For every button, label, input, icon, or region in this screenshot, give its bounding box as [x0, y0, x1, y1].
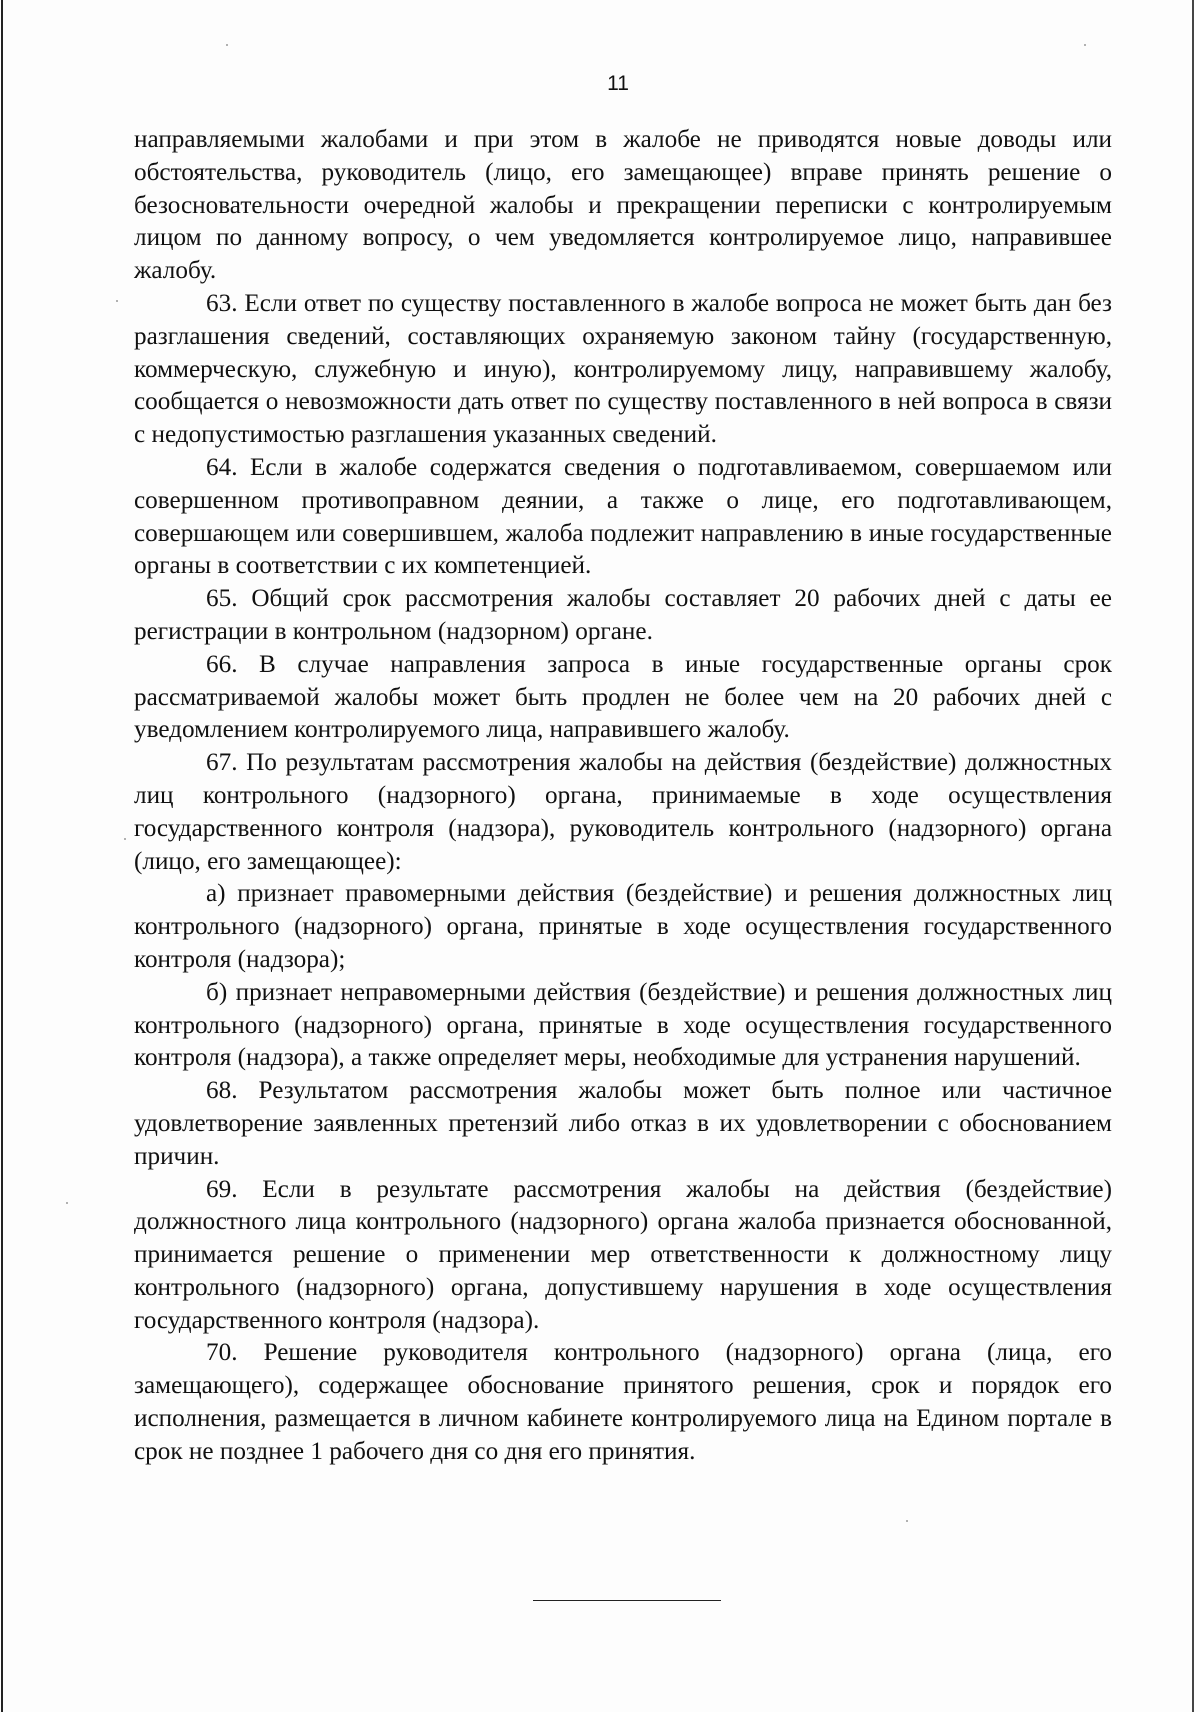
paragraph-67-a: а) признает правомерными действия (бездействие) и решения должностных лиц контрольного (надзорного) органа, принятые в ходе осуществления государственного контроля (надзора);	[134, 880, 1112, 973]
paragraph-64: 64. Если в жалобе содержатся сведения о подготавливаемом, совершаемом или совершенном противоправном деянии, а также о лице, его подготавливающем, совершающем или совершившем, жалоба подлежит направлению в иные государственные органы в соответствии с их компетенцией.	[134, 453, 1112, 580]
scan-speck	[226, 44, 228, 46]
page-number: 11	[607, 72, 629, 95]
paragraph-66: 66. В случае направления запроса в иные государственные органы срок рассматриваемой жалобы может быть продлен не более чем на 20 рабочих дней с уведомлением контролируемого лица, направившего жалобу.	[134, 650, 1112, 744]
paragraph-67: 67. По результатам рассмотрения жалобы на действия (бездействие) должностных лиц контрольного (надзорного) органа, принимаемые в ходе осуществления государственного контроля (надзора), руководитель контрольного (надзорного) органа (лицо, его замещающее):	[134, 749, 1112, 875]
scan-speck	[116, 300, 118, 302]
paragraph-63: 63. Если ответ по существу поставленного в жалобе вопроса не может быть дан без разглашения сведений, составляющих охраняемую законом тайну (государственную, коммерческую, служебную и иную), контролируемому лицу, направившему жалобу, сообщается о невозможности дать ответ по существу поставленного в ней вопроса в связи с недопустимостью разглашения указанных сведений.	[134, 289, 1112, 449]
paragraph-69: 69. Если в результате рассмотрения жалобы на действия (бездействие) должностного лица контрольного (надзорного) органа жалоба признается обоснованной, принимается решение о применении мер ответственности к должностному лицу контрольного (надзорного) органа, допустившему нарушения в ходе осуществления государственного контроля (надзора).	[134, 1175, 1112, 1334]
paragraph-continuation: направляемыми жалобами и при этом в жалобе не приводятся новые доводы или обстоятельства, руководитель (лицо, его замещающее) вправе принять решение о безосновательности очередной жалобы и прекращении переписки с контролируемым лицом по данному вопросу, о чем уведомляется контролируемое лицо, направившее жалобу.	[134, 126, 1112, 285]
paragraph-70: 70. Решение руководителя контрольного (надзорного) органа (лица, его замещающего), содержащее обоснование принятого решения, срок и порядок его исполнения, размещается в личном кабинете контролируемого лица на Едином портале в срок не позднее 1 рабочего дня со дня его принятия.	[134, 1339, 1112, 1465]
paragraph-67-b: б) признает неправомерными действия (бездействие) и решения должностных лиц контрольного (надзорного) органа, принятые в ходе осуществления государственного контроля (надзора), а также определяет меры, необходимые для устранения нарушений.	[134, 978, 1112, 1072]
paragraph-68: 68. Результатом рассмотрения жалобы может быть полное или частичное удовлетворение заявленных претензий либо отказ в их удовлетворении с обоснованием причин.	[134, 1077, 1112, 1170]
scan-speck	[124, 838, 126, 840]
scan-speck	[906, 1520, 908, 1522]
end-of-text-rule	[533, 1600, 721, 1601]
scan-speck	[1084, 44, 1086, 46]
scan-speck	[66, 1202, 68, 1204]
paragraph-65: 65. Общий срок рассмотрения жалобы составляет 20 рабочих дней с даты ее регистрации в контрольном (надзорном) органе.	[134, 585, 1112, 645]
document-body	[134, 124, 1112, 1469]
